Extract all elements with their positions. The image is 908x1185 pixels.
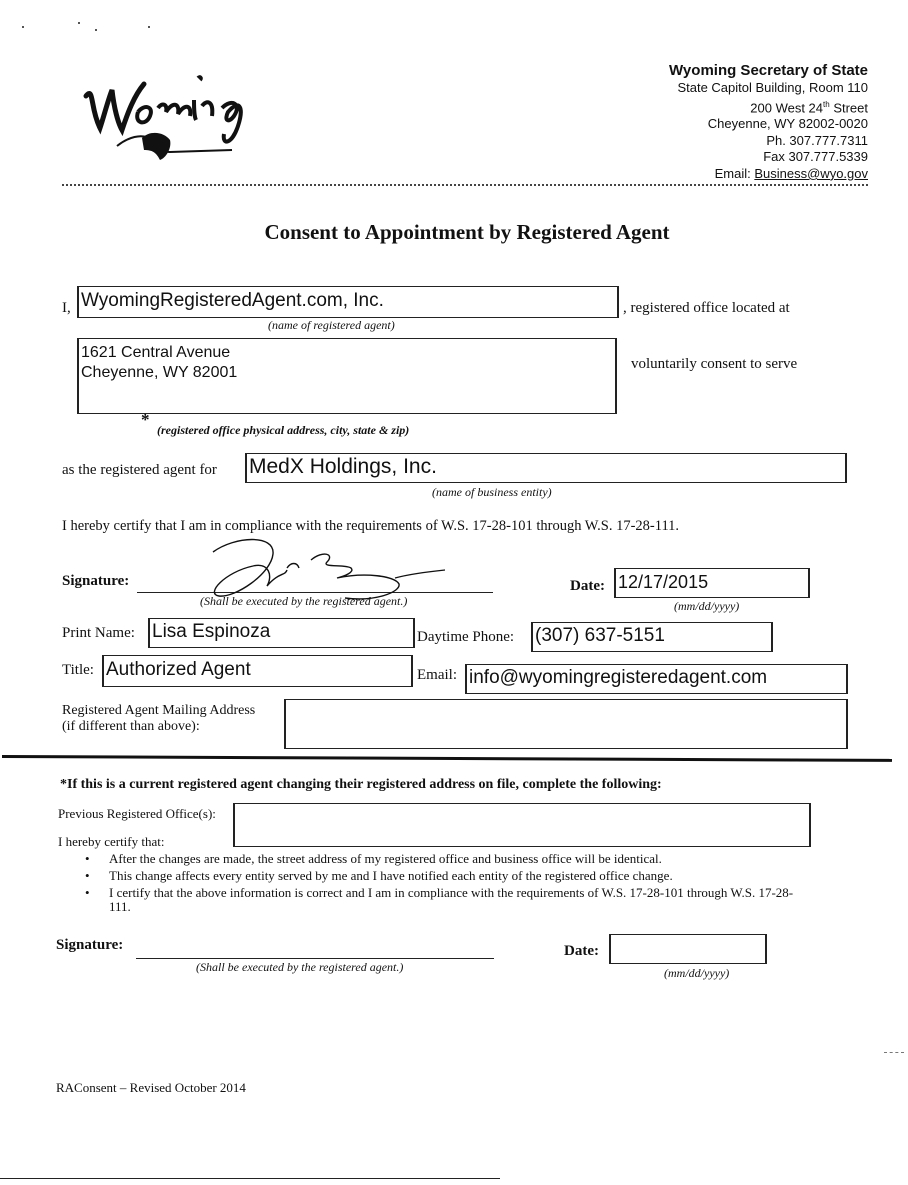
change-signature-label: Signature: [56, 937, 124, 953]
scan-speck [95, 29, 97, 31]
bottom-edge-line [0, 1178, 500, 1179]
date-label: Date: [570, 578, 605, 594]
mailing-address-label-line-2: (if different than above): [62, 719, 200, 734]
signature-hint: (Shall be executed by the registered agent.) [200, 594, 408, 608]
date-hint: (mm/dd/yyyy) [674, 599, 740, 613]
business-entity-name-field[interactable]: MedX Holdings, Inc. [245, 453, 847, 483]
email-field[interactable]: info@wyomingregisteredagent.com [465, 664, 848, 694]
print-name-field[interactable]: Lisa Espinoza [148, 618, 415, 648]
office-fax: Fax 307.777.5339 [763, 149, 868, 165]
signature-label: Signature: [62, 573, 130, 589]
certification-item: • After the changes are made, the street address of my registered office and business office will be identical. [82, 852, 802, 866]
change-section-heading: *If this is a current registered agent changing their registered address on file, complete the following: [60, 777, 662, 792]
registered-office-address-field[interactable] [77, 338, 617, 414]
title-field[interactable]: Authorized Agent [102, 655, 413, 687]
change-signature-line[interactable] [136, 958, 494, 959]
scan-mark [884, 1052, 904, 1053]
address-line-1: State Capitol Building, Room 110 [677, 80, 868, 95]
business-entity-hint: (name of business entity) [432, 485, 552, 499]
office-email [528, 166, 868, 183]
certification-item: • I certify that the above information is correct and I am in compliance with the requirements of W.S. 17-28-101 through W.S. 17-28-111. [82, 886, 802, 914]
certification-item: • This change affects every entity served by me and I have notified each entity of the registered office change. [82, 869, 802, 883]
office-contact [528, 62, 868, 182]
email-label: Email: [417, 667, 457, 683]
date-field[interactable]: 12/17/2015 [614, 568, 810, 598]
wyoming-logo-graphic [72, 68, 257, 173]
scan-speck [22, 26, 24, 28]
wyoming-logo [72, 68, 257, 173]
mailing-address-label [62, 703, 255, 735]
scan-speck [148, 26, 150, 28]
daytime-phone-label: Daytime Phone: [417, 629, 515, 645]
revision-note: RAConsent – Revised October 2014 [56, 1080, 246, 1095]
agent-suffix: , registered office located at [623, 300, 790, 316]
office-email-label: Email: [714, 165, 755, 181]
required-asterisk: * [141, 410, 150, 429]
office-phone: Ph. 307.777.7311 [766, 132, 868, 148]
previous-office-label: Previous Registered Office(s): [58, 806, 216, 821]
print-name-label: Print Name: [62, 625, 135, 641]
address-line-2-street: Street [829, 99, 868, 115]
title-label: Title: [62, 662, 94, 678]
address-line-2-number: 200 West 24 [750, 99, 824, 115]
certification-list [82, 852, 802, 917]
page-title: Consent to Appointment by Registered Agent [264, 220, 670, 244]
daytime-phone-field[interactable]: (307) 637-5151 [531, 622, 773, 652]
office-address-line-2: Cheyenne, WY 82001 [81, 364, 238, 381]
mailing-address-label-line-1: Registered Agent Mailing Address [62, 703, 256, 718]
business-prefix: as the registered agent for [62, 462, 217, 478]
agent-prefix: I, [62, 300, 71, 316]
address-line-2-sup: th [823, 99, 830, 109]
address-line-2 [528, 97, 868, 117]
address-line-3: Cheyenne, WY 82002-0020 [707, 116, 868, 132]
office-name: Wyoming Secretary of State [669, 62, 868, 79]
change-date-field[interactable] [609, 934, 767, 964]
scan-speck [78, 22, 80, 24]
certify-label: I hereby certify that: [58, 834, 165, 849]
change-date-hint: (mm/dd/yyyy) [664, 966, 730, 980]
consent-text: voluntarily consent to serve [631, 356, 798, 372]
compliance-statement: I hereby certify that I am in compliance with the requirements of W.S. 17-28-101 through W.S. 17-28-111. [62, 518, 680, 534]
previous-office-field[interactable] [233, 803, 811, 847]
section-divider [2, 755, 892, 762]
mailing-address-field[interactable] [284, 699, 848, 749]
registered-agent-name-field[interactable]: WyomingRegisteredAgent.com, Inc. [77, 286, 619, 318]
header-divider [62, 184, 868, 186]
logo-text: Wyoming [77, 128, 81, 129]
agent-name-hint: (name of registered agent) [268, 318, 395, 332]
office-address-line-1: 1621 Central Avenue [81, 344, 231, 361]
change-signature-hint: (Shall be executed by the registered agent.) [196, 960, 404, 974]
office-email-link[interactable]: Business@wyo.gov [754, 165, 868, 181]
office-address-hint: (registered office physical address, city, state & zip) [157, 423, 410, 437]
change-date-label: Date: [564, 943, 599, 959]
